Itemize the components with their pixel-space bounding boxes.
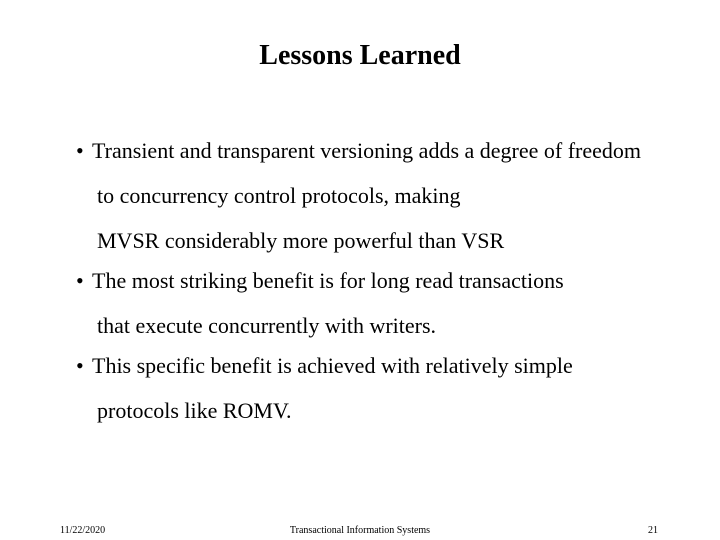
bullet-text: This specific benefit is achieved with relatively simple	[92, 353, 573, 378]
footer-date: 11/22/2020	[60, 525, 106, 536]
bullet-marker: •	[76, 353, 84, 378]
bullet-text: The most striking benefit is for long read transactions	[92, 268, 564, 293]
bullet-item-1-line-2: to concurrency control protocols, making	[97, 183, 461, 208]
bullet-item-2-line-2: that execute concurrently with writers.	[97, 313, 437, 338]
footer-page-number: 21	[648, 525, 658, 536]
bullet-text: Transient and transparent versioning adds a degree of freedom	[92, 138, 642, 163]
bullet-marker: •	[76, 268, 84, 293]
footer-course-title: Transactional Information Systems	[289, 525, 431, 536]
bullet-item-1-line-1	[76, 138, 641, 164]
bullet-item-1-line-3: MVSR considerably more powerful than VSR	[97, 228, 505, 253]
bullet-marker: •	[76, 138, 84, 163]
slide-title: Lessons Learned	[259, 40, 461, 71]
bullet-item-2-line-1	[76, 268, 564, 294]
bullet-item-3-line-2: protocols like ROMV.	[97, 398, 292, 423]
bullet-item-3-line-1	[76, 353, 573, 379]
